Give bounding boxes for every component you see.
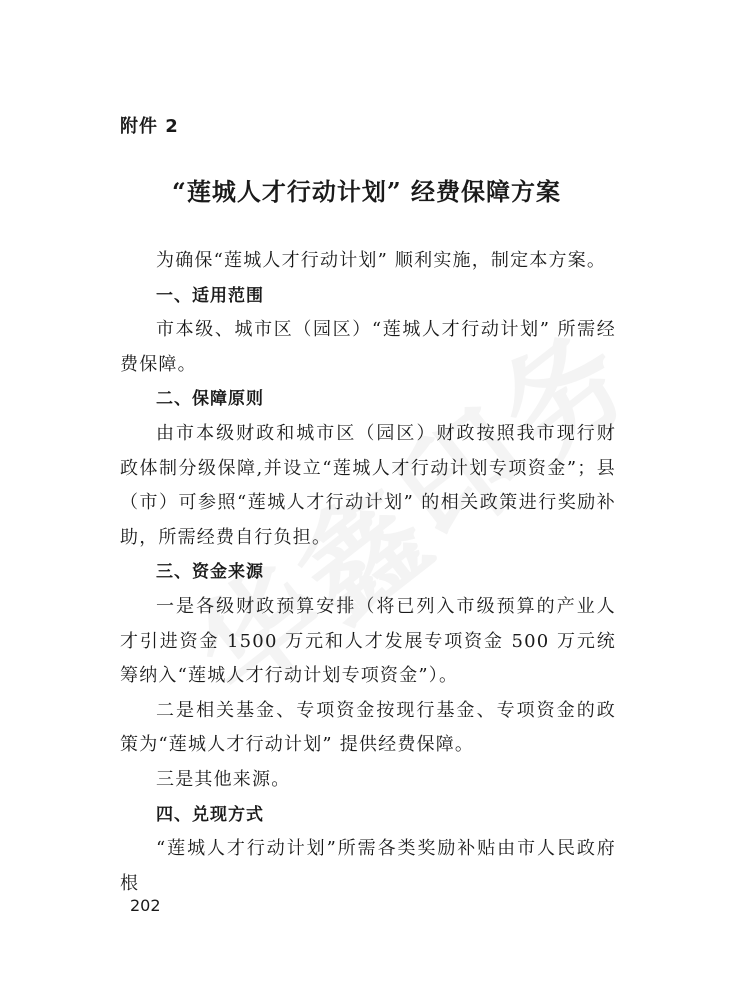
section-heading-scope: 一、适用范围 <box>156 285 264 306</box>
section-paragraph: 一是各级财政预算安排（将已列入市级预算的产业人才引进资金 1500 万元和人才发展专项资金 500 万元统筹纳入“莲城人才行动计划专项资金”）。 <box>120 595 616 687</box>
section-paragraph: 市本级、城市区（园区）“莲城人才行动计划” 所需经费保障。 <box>120 319 616 375</box>
page-number: 202 <box>130 896 161 915</box>
section-paragraph: 三是其他来源。 <box>156 768 291 790</box>
section-heading-funding-source: 三、资金来源 <box>156 562 264 583</box>
section-heading-payment-method: 四、兑现方式 <box>156 804 264 825</box>
document-title: “莲城人才行动计划” 经费保障方案 <box>172 177 561 206</box>
section-paragraph: 二是相关基金、专项资金按现行基金、专项资金的政策为“莲城人才行动计划” 提供经费保障。 <box>120 699 616 756</box>
attachment-label: 附件 2 <box>120 116 179 137</box>
intro-paragraph: 为确保“莲城人才行动计划” 顺利实施，制定本方案。 <box>156 250 607 271</box>
section-heading-principle: 二、保障原则 <box>156 389 264 410</box>
document-body <box>120 244 616 901</box>
section-paragraph: 由市本级财政和城市区（园区）财政按照我市现行财政体制分级保障,并设立“莲城人才行动计划专项资金”；县（市）可参照“莲城人才行动计划” 的相关政策进行奖励补助，所需经费自行负担。 <box>120 422 616 548</box>
section-paragraph: “莲城人才行动计划”所需各类奖励补贴由市人民政府根 <box>120 838 616 894</box>
